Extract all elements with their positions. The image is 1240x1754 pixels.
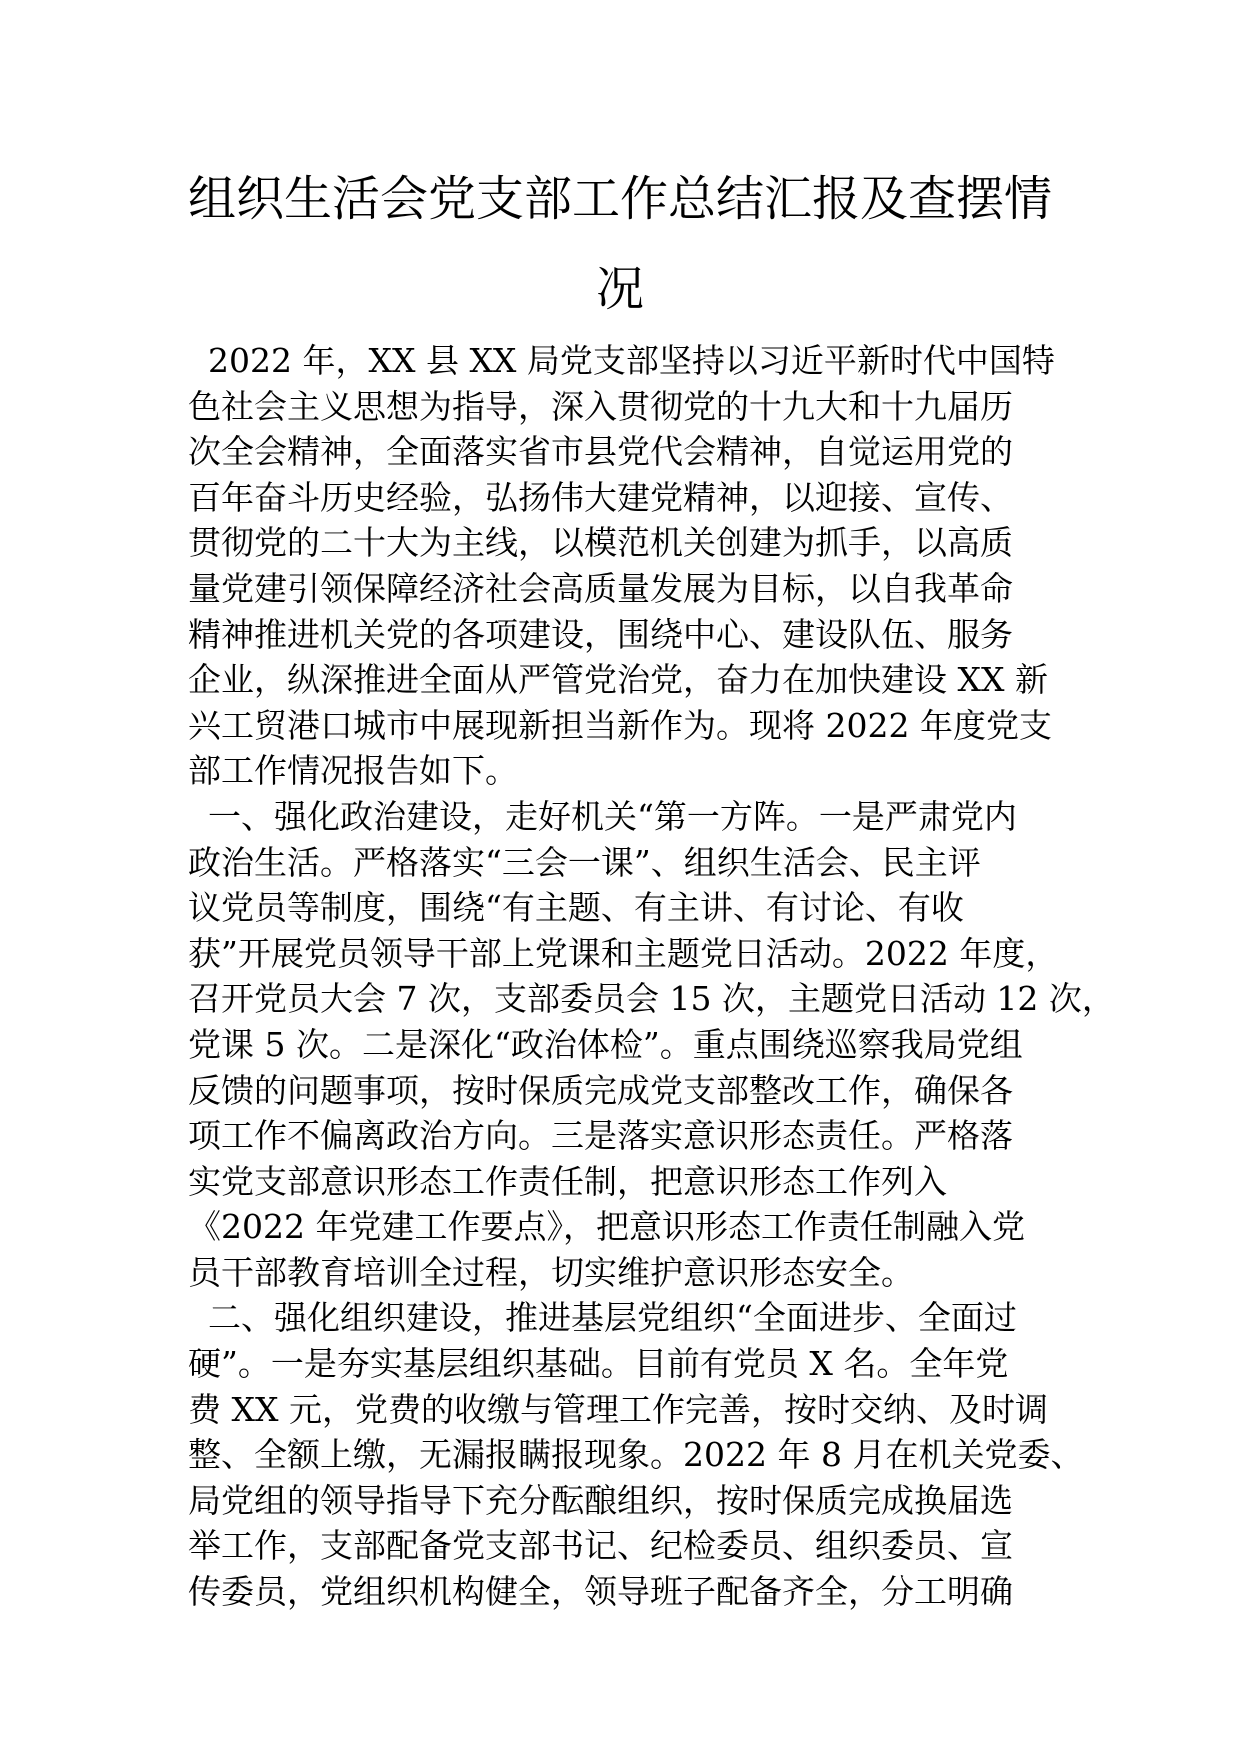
body-text-line: 实党支部意识形态工作责任制，把意识形态工作列入 xyxy=(188,1161,947,1201)
document-title-line-1: 组织生活会党支部工作总结汇报及查摆情 xyxy=(187,171,1052,227)
body-text-line: 传委员，党组织机构健全，领导班子配备齐全，分工明确 xyxy=(188,1572,1013,1612)
body-text-line: 企业，纵深推进全面从严管党治党，奋力在加快建设 XX 新 xyxy=(188,660,1048,700)
body-text-line: 精神推进机关党的各项建设，围绕中心、建设队伍、服务 xyxy=(188,614,1013,654)
body-text-line: 举工作，支部配备党支部书记、纪检委员、组织委员、宣 xyxy=(188,1526,1013,1566)
body-text-line: 召开党员大会 7 次，支部委员会 15 次，主题党日活动 12 次， xyxy=(188,979,1115,1019)
body-text-line: 议党员等制度，围绕“有主题、有主讲、有讨论、有收 xyxy=(188,888,964,928)
body-text-line: 一、强化政治建设，走好机关“第一方阵。一是严肃党内 xyxy=(208,796,1017,836)
body-text-line: 《2022 年党建工作要点》，把意识形态工作责任制融入党 xyxy=(188,1207,1025,1247)
body-text-line: 贯彻党的二十大为主线，以模范机关创建为抓手，以高质 xyxy=(188,523,1013,563)
body-text-line: 政治生活。严格落实“三会一课”、组织生活会、民主评 xyxy=(188,842,981,882)
body-text-line: 项工作不偏离政治方向。三是落实意识形态责任。严格落 xyxy=(188,1116,1013,1156)
body-text-line: 硬”。一是夯实基层组织基础。目前有党员 X 名。全年党 xyxy=(188,1344,1009,1384)
body-text-line: 局党组的领导指导下充分酝酿组织，按时保质完成换届选 xyxy=(188,1480,1013,1520)
body-text-line: 整、全额上缴，无漏报瞒报现象。2022 年 8 月在机关党委、 xyxy=(188,1435,1084,1475)
body-text-line: 百年奋斗历史经验，弘扬伟大建党精神，以迎接、宣传、 xyxy=(188,477,1013,517)
document-body xyxy=(188,338,1115,1615)
body-text-line: 兴工贸港口城市中展现新担当新作为。现将 2022 年度党支 xyxy=(188,705,1052,745)
body-text-line: 量党建引领保障经济社会高质量发展为目标，以自我革命 xyxy=(188,568,1013,608)
document-title-line-2: 况 xyxy=(595,261,644,317)
body-text-line: 二、强化组织建设，推进基层党组织“全面进步、全面过 xyxy=(208,1298,1017,1338)
body-text-line: 次全会精神，全面落实省市县党代会精神，自觉运用党的 xyxy=(188,432,1013,472)
body-text-line: 部工作情况报告如下。 xyxy=(188,751,518,791)
body-text-line: 费 XX 元，党费的收缴与管理工作完善，按时交纳、及时调 xyxy=(188,1389,1048,1429)
body-text-line: 党课 5 次。二是深化“政治体检”。重点围绕巡察我局党组 xyxy=(188,1024,1023,1064)
body-text-line: 2022 年，XX 县 XX 局党支部坚持以习近平新时代中国特 xyxy=(208,341,1055,380)
body-text-line: 色社会主义思想为指导，深入贯彻党的十九大和十九届历 xyxy=(188,386,1013,426)
body-text-line: 员干部教育培训全过程，切实维护意识形态安全。 xyxy=(188,1252,914,1292)
body-text-line: 获”开展党员领导干部上党课和主题党日活动。2022 年度， xyxy=(188,933,1059,973)
body-text-line: 反馈的问题事项，按时保质完成党支部整改工作，确保各 xyxy=(188,1070,1013,1110)
